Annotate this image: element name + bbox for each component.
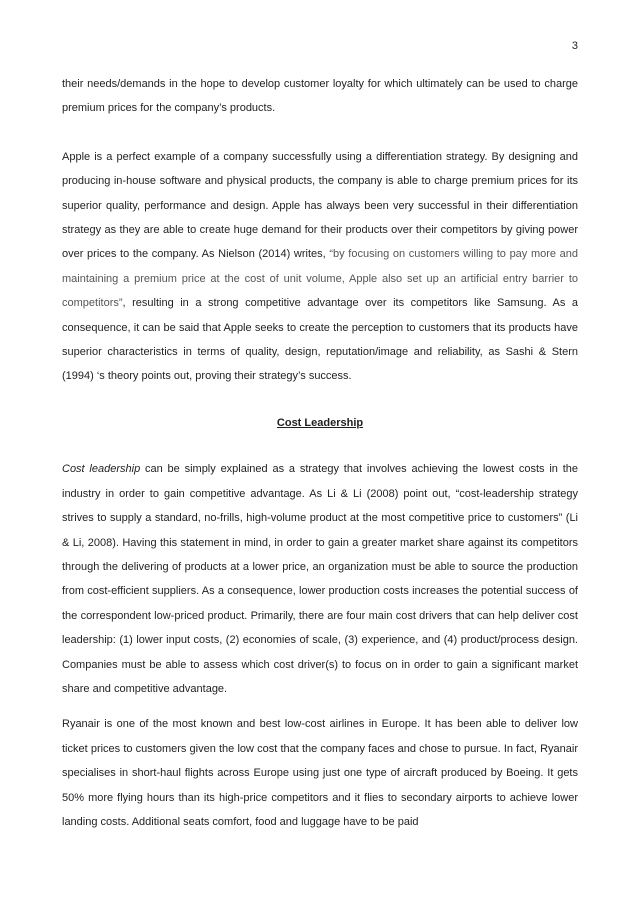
document-body [62, 72, 578, 834]
paragraph-cost-leadership [62, 457, 578, 701]
section-heading: Cost Leadership [276, 416, 364, 429]
term-cost-leadership: Cost leadership [62, 463, 141, 476]
paragraph-intro: their needs/demands in the hope to develop customer loyalty for which ultimately can be used to charge premium prices for the company’s products. [62, 78, 578, 115]
paragraph-ryanair: Ryanair is one of the most known and best low-cost airlines in Europe. It has been able to deliver low ticket prices to customers given the low cost that the company faces and chose to pursue. In fact, Ryanair specialises in short-haul flights across Europe using just one type of aircraft produced by Boeing. It gets 50% more flying hours than its high-price competitors and it flies to secondary airports to achieve lower landing costs. Additional seats comfort, food and luggage have to be paid [62, 718, 578, 828]
page-number: 3 [571, 40, 578, 52]
paragraph-apple [62, 145, 578, 389]
paragraph-apple-text-b: , resulting in a strong competitive advantage over its competitors like Samsung. As a consequence, it can be said that Apple seeks to create the perception to customers that its products have superior characteristics in terms of quality, design, reputation/image and reliability, as Sashi & Stern (1994) ‘s theory points out, proving their strategy’s success. [62, 297, 578, 383]
paragraph-cost-leadership-text: can be simply explained as a strategy that involves achieving the lowest costs in the industry in order to gain competitive advantage. As Li & Li (2008) point out, “cost-leadership strategy strives to supply a standard, no-frills, high-volume product at the most competitive price to customers” (Li & Li, 2008). Having this statement in mind, in order to gain a greater market share against its competitors through the delivering of products at a lower price, an organization must be able to source the production from cost-efficient suppliers. As a consequence, lower production costs increases the potential success of the correspondent low-priced product. Primarily, there are four main cost drivers that can help deliver cost leadership: (1) lower input costs, (2) economies of scale, (3) experience, and (4) product/process design. Companies must be able to assess which cost driver(s) to focus on in order to gain a significant market share and competitive advantage. [62, 463, 578, 695]
nielson-quote: “by focusing on customers willing to pay more and maintaining a premium price at the cost of unit volume, Apple also set up an artificial entry barrier to competitors” [62, 248, 579, 310]
paragraph-apple-text-a: Apple is a perfect example of a company successfully using a differentiation strategy. By designing and producing in-house software and physical products, the company is able to charge premium prices for its superior quality, performance and design. Apple has always been very successful in their differentiation strategy as they are able to create huge demand for their products over their competitors by giving power over prices to the company. As Nielson (2014) writes, [62, 150, 578, 261]
